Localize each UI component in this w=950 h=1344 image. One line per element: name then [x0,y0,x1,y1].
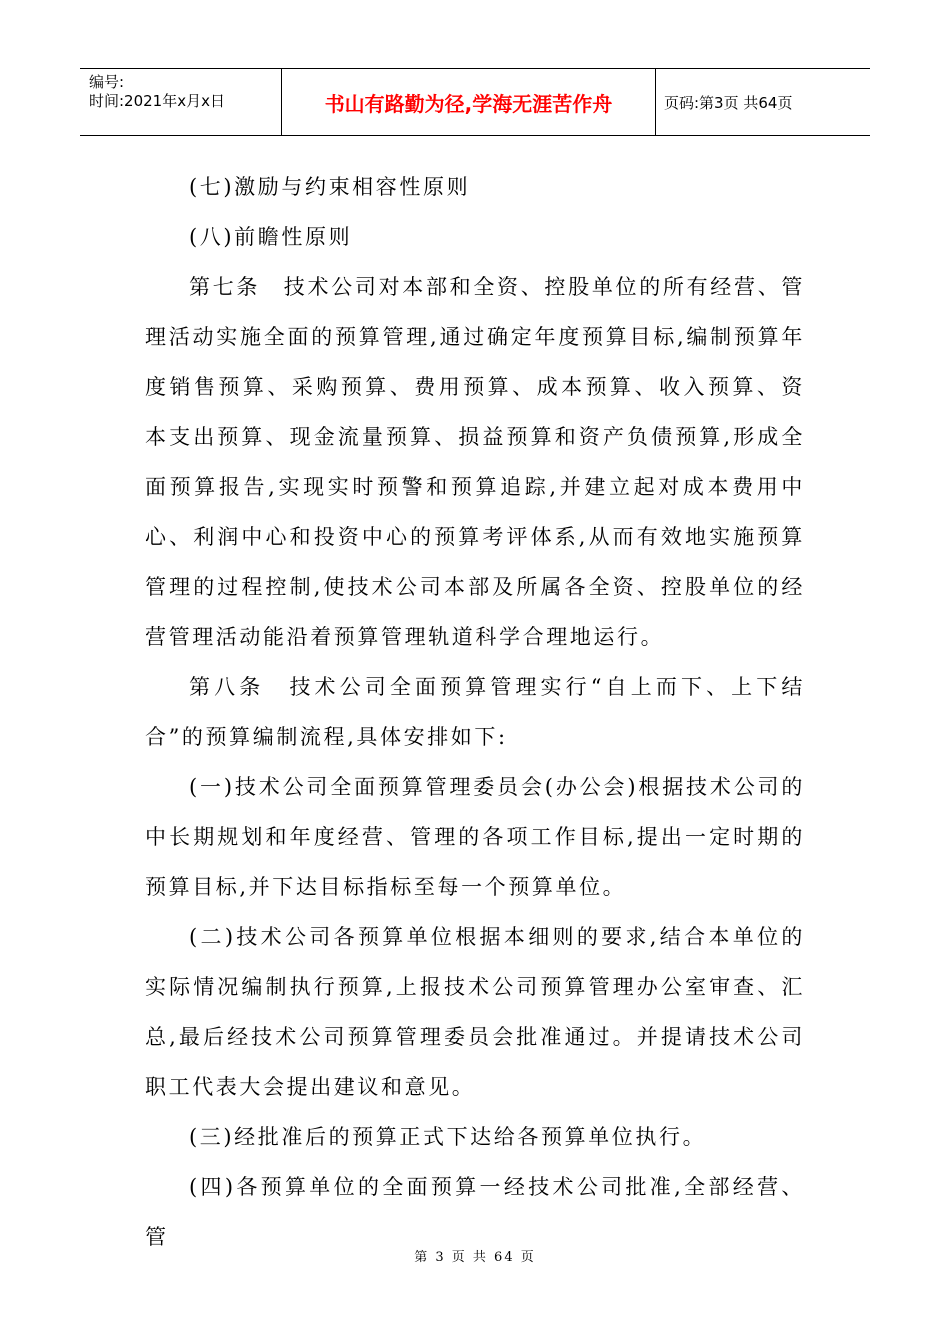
header-motto: 书山有路勤为径,学海无涯苦作舟 [324,91,613,116]
document-date-label: 时间:2021年x月x日 [89,92,225,110]
document-body [145,162,805,1262]
paragraph-article-7: 第七条 技术公司对本部和全资、控股单位的所有经营、管理活动实施全面的预算管理,通过确定年度预算目标,编制预算年度销售预算、采购预算、费用预算、成本预算、收入预算、资本支出预算、现金流量预算、损益预算和资产负债预算,形成全面预算报告,实现实时预警和预算追踪,并建立起对成本费用中心、利润中心和投资中心的预算考评体系,从而有效地实施预算管理的过程控制,使技术公司本部及所属各全资、控股单位的经营管理活动能沿着预算管理轨道科学合理地运行。 [145,275,805,649]
page-footer: 第 3 页 共 64 页 [414,1250,536,1265]
header-motto-cell [282,69,656,135]
header-page-cell [656,69,870,135]
header-page-number: 页码:第3页 共64页 [664,93,793,112]
paragraph-item-2: (二)技术公司各预算单位根据本细则的要求,结合本单位的实际情况编制执行预算,上报技术公司预算管理办公室审查、汇总,最后经技术公司预算管理委员会批准通过。并提请技术公司职工代表大会提出建议和意见。 [145,925,805,1099]
header-meta [80,69,282,135]
document-number-label: 编号: [89,73,125,91]
paragraph-item-1: (一)技术公司全面预算管理委员会(办公会)根据技术公司的中长期规划和年度经营、管理的各项工作目标,提出一定时期的预算目标,并下达目标指标至每一个预算单位。 [145,775,805,899]
paragraph-principle-8: (八)前瞻性原则 [189,225,353,249]
paragraph-article-8: 第八条 技术公司全面预算管理实行“自上而下、上下结合”的预算编制流程,具体安排如下: [145,675,805,749]
paragraph-item-3: (三)经批准后的预算正式下达给各预算单位执行。 [189,1125,707,1149]
paragraph-principle-7: (七)激励与约束相容性原则 [189,175,471,199]
paragraph-item-4: (四)各预算单位的全面预算一经技术公司批准,全部经营、管 [145,1175,805,1249]
page-header [80,68,870,136]
